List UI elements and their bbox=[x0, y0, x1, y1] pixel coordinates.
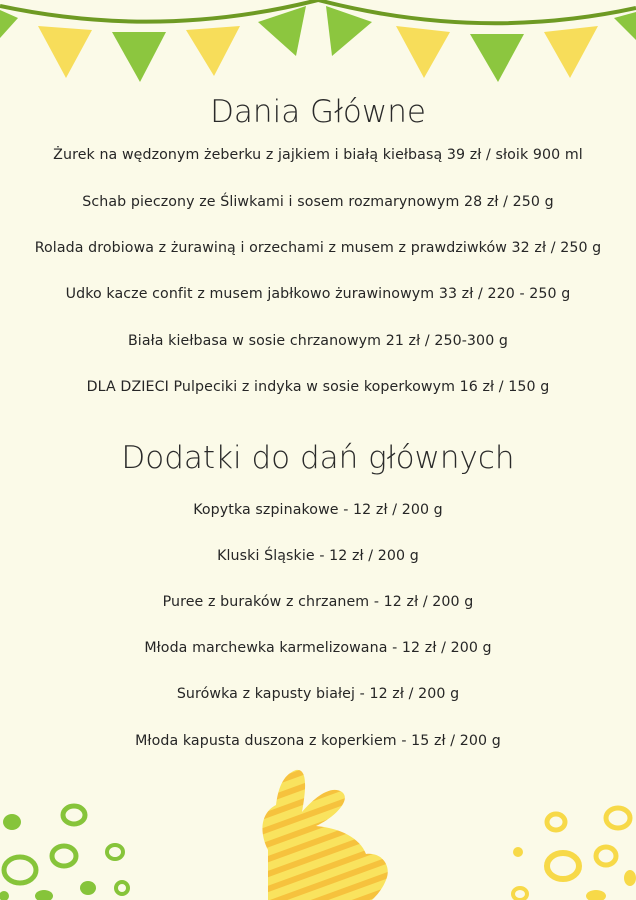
flag-green bbox=[112, 32, 166, 82]
flag-green bbox=[258, 6, 306, 56]
main-dish-item: Schab pieczony ze Śliwkami i sosem rozmarynowym 28 zł / 250 g bbox=[82, 194, 554, 210]
main-dish-item: Biała kiełbasa w sosie chrzanowym 21 zł / 250-300 g bbox=[127, 333, 509, 349]
yellow-dots bbox=[513, 808, 636, 900]
flag-yellow bbox=[396, 26, 450, 78]
main-dish-item: Udko kacze confit z musem jabłkowo żurawinowym 33 zł / 220 - 250 g bbox=[65, 286, 571, 302]
main-dish-item: DLA DZIECI Pulpeciki z indyka w sosie koperkowym 16 zł / 150 g bbox=[86, 379, 550, 395]
main-dish-item: Rolada drobiowa z żurawiną i orzechami z musem z prawdziwków 32 zł / 250 g bbox=[34, 240, 602, 256]
main-dishes-title: Dania Główne bbox=[210, 94, 426, 130]
flag-green bbox=[326, 6, 372, 56]
easter-bunny-icon bbox=[262, 770, 387, 900]
side-dish-item: Młoda marchewka karmelizowana - 12 zł / 200 g bbox=[144, 640, 492, 656]
main-dish-item: Żurek na wędzonym żeberku z jajkiem i białą kiełbasą 39 zł / słoik 900 ml bbox=[53, 147, 583, 163]
flag-green bbox=[470, 34, 524, 82]
side-dish-item: Młoda kapusta duszona z koperkiem - 15 zł / 200 g bbox=[135, 733, 501, 749]
flag-yellow bbox=[186, 26, 240, 76]
flag-green bbox=[0, 10, 18, 38]
side-dish-item: Surówka z kapusty białej - 12 zł / 200 g bbox=[176, 686, 460, 702]
bunting-decoration bbox=[0, 0, 636, 90]
side-dish-item: Puree z buraków z chrzanem - 12 zł / 200 g bbox=[162, 594, 474, 610]
green-dots bbox=[0, 806, 128, 900]
flag-yellow bbox=[544, 26, 598, 78]
flag-green bbox=[614, 12, 636, 40]
flag-yellow bbox=[38, 26, 92, 78]
side-dish-item: Kluski Śląskie - 12 zł / 200 g bbox=[217, 548, 419, 564]
side-dish-item: Kopytka szpinakowe - 12 zł / 200 g bbox=[193, 502, 443, 518]
bottom-decoration bbox=[0, 760, 636, 900]
side-dishes-title: Dodatki do dań głównych bbox=[121, 440, 515, 476]
